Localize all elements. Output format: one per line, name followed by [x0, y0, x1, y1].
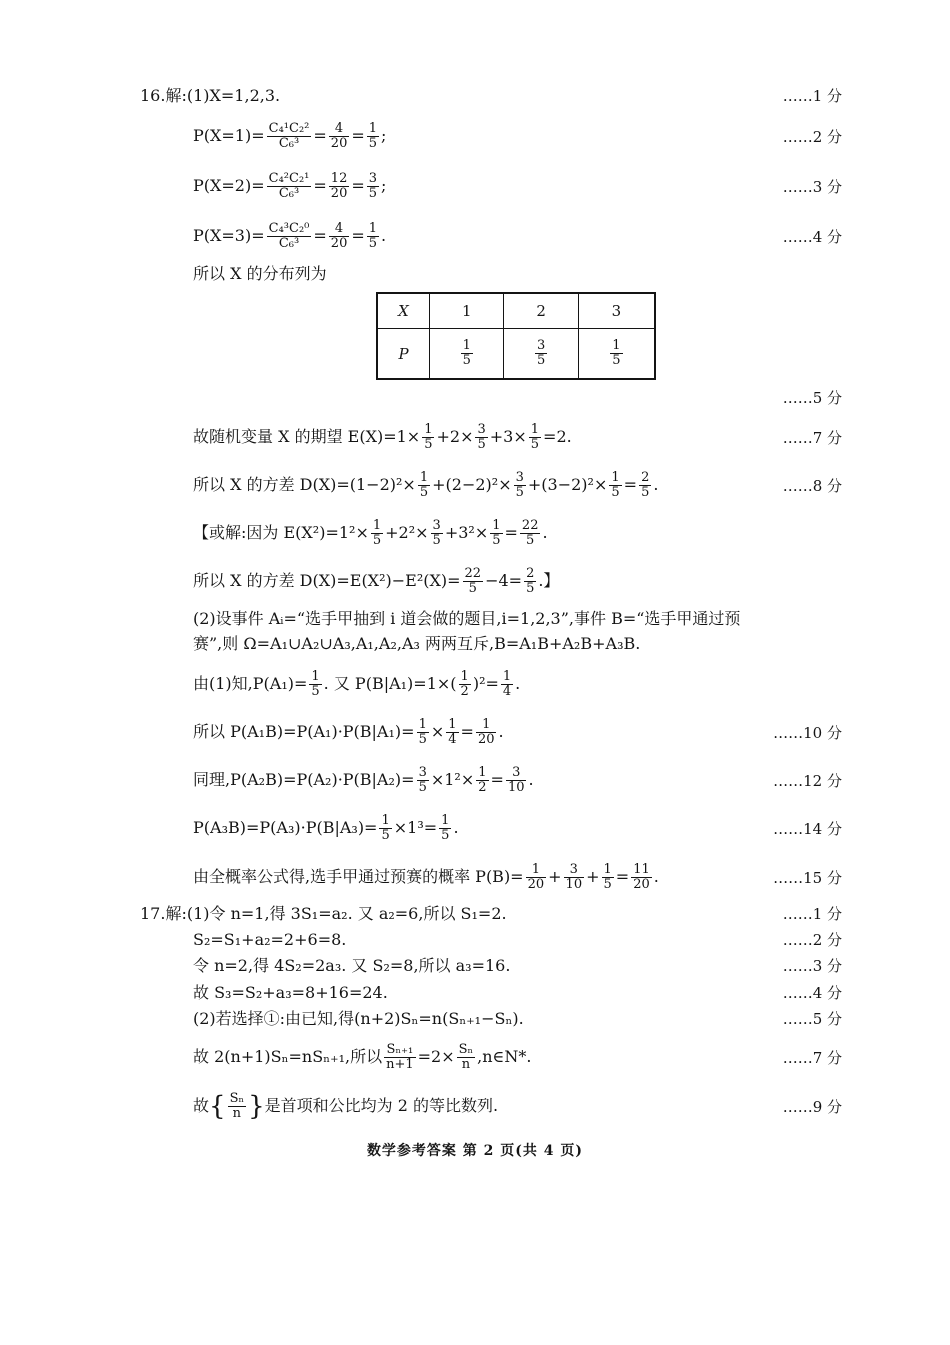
q16-alt-solution-2: 所以 X 的方差 D(X)=E(X²)−E²(X)= $\frac{22}{5}$ −4= $\frac{2}{5}$ .】 [193, 566, 560, 596]
score-q16-5: ……5 分 [782, 389, 842, 407]
q16-part2-line-2: 赛”,则 Ω=A₁∪A₂∪A₃,A₁,A₂,A₃ 两两互斥,B=A₁B+A₂B+A₃B. [193, 634, 641, 653]
table-header-p: P [377, 329, 430, 380]
page-footer: 数学参考答案 第 2 页(共 4 页) [366, 1143, 584, 1159]
score-q16-4: ……4 分 [782, 228, 842, 246]
score-q16-3: ……3 分 [782, 178, 842, 196]
table-header-x: X [377, 293, 430, 329]
q16-total-probability: 由全概率公式得,选手甲通过预赛的概率 P(B)= $\frac{1}{20}$ + $\frac{3}{10}$ + $\frac{1}{5}$ = $\frac{11}{20}$ . [193, 862, 659, 892]
table-row [377, 329, 655, 380]
q17-line-3: 令 n=2,得 4S₂=2a₃. 又 S₂=8,所以 a₃=16. [193, 956, 511, 975]
q16-alt-solution-1: 【或解:因为 E(X²)=1²× $\frac{1}{5}$ +2²× $\frac{3}{5}$ +3²× $\frac{1}{5}$ = $\frac{22}{5}$ . [193, 518, 548, 548]
q17-line-6: 故 2(n+1)Sₙ=nSₙ₊₁,所以 $\frac{\text{Sₙ₊₁}}{n+1}$ =2× $\frac{\text{Sₙ}}{n}$ ,n∈N*. [193, 1042, 532, 1072]
q16-part2-line-3: 由(1)知,P(A₁)= $\frac{1}{5}$ . 又 P(B|A₁)=1×( $\frac{1}{2}$ )²= $\frac{1}{4}$ . [193, 669, 521, 699]
score-q16-10: ……10 分 [773, 724, 842, 742]
score-q17-5: ……5 分 [782, 1010, 842, 1028]
q17-line-4: 故 S₃=S₂+a₃=8+16=24. [193, 983, 388, 1002]
score-q16-1: ……1 分 [782, 87, 842, 105]
score-q17-9: ……9 分 [782, 1098, 842, 1116]
q16-part2-line-1: (2)设事件 Aᵢ=“选手甲抽到 i 道会做的题目,i=1,2,3”,事件 B=“选手甲通过预 [193, 609, 741, 628]
q16-dist-intro: 所以 X 的分布列为 [193, 264, 327, 283]
score-q17-3: ……3 分 [782, 957, 842, 975]
q16-p-a2b: 同理,P(A₂B)=P(A₂)·P(B|A₂)= $\frac{3}{5}$ ×1²× $\frac{1}{2}$ = $\frac{3}{10}$ . [193, 765, 534, 795]
q17-line-2: S₂=S₁+a₂=2+6=8. [193, 930, 347, 949]
score-q17-1: ……1 分 [782, 905, 842, 923]
table-cell: $\frac{1}{5}$ [578, 329, 655, 380]
table-cell: 3 [578, 293, 655, 329]
q16-p-x1: P(X=1)= $\frac{\text{C₄¹C₂²}}{\text{C₆³}}$ = $\frac{4}{20}$ = $\frac{1}{5}$ ; [193, 121, 387, 151]
q16-line-1: 16.解:(1)X=1,2,3. [140, 86, 281, 105]
score-q16-7: ……7 分 [782, 429, 842, 447]
q16-expectation: 故随机变量 X 的期望 E(X)=1× $\frac{1}{5}$ +2× $\frac{3}{5}$ +3× $\frac{1}{5}$ =2. [193, 422, 572, 452]
score-q16-15: ……15 分 [773, 869, 842, 887]
score-q16-14: ……14 分 [773, 820, 842, 838]
q16-p-a3b: P(A₃B)=P(A₃)·P(B|A₃)= $\frac{1}{5}$ ×1³= $\frac{1}{5}$ . [193, 813, 459, 843]
table-cell: 2 [504, 293, 578, 329]
q17-line-5: (2)若选择①:由已知,得(n+2)Sₙ=n(Sₙ₊₁−Sₙ). [193, 1009, 524, 1028]
q17-line-1: 17.解:(1)令 n=1,得 3S₁=a₂. 又 a₂=6,所以 S₁=2. [140, 904, 507, 923]
distribution-table [376, 292, 656, 380]
q16-variance: 所以 X 的方差 D(X)=(1−2)²× $\frac{1}{5}$ +(2−2)²× $\frac{3}{5}$ +(3−2)²× $\frac{1}{5}$ = $\frac{2}{5}$ . [193, 470, 659, 500]
q17-line-7: 故{ $\frac{\text{Sₙ}}{n}$ }是首项和公比均为 2 的等比数列. [193, 1091, 499, 1122]
table-row [377, 293, 655, 329]
table-cell: 1 [430, 293, 504, 329]
score-q16-12: ……12 分 [773, 772, 842, 790]
score-q17-2: ……2 分 [782, 931, 842, 949]
score-q16-2: ……2 分 [782, 128, 842, 146]
score-q17-4: ……4 分 [782, 984, 842, 1002]
table-cell: $\frac{1}{5}$ [430, 329, 504, 380]
score-q16-8: ……8 分 [782, 477, 842, 495]
q16-p-a1b: 所以 P(A₁B)=P(A₁)·P(B|A₁)= $\frac{1}{5}$ × $\frac{1}{4}$ = $\frac{1}{20}$ . [193, 717, 504, 747]
q16-p-x2: P(X=2)= $\frac{\text{C₄²C₂¹}}{\text{C₆³}}$ = $\frac{12}{20}$ = $\frac{3}{5}$ ; [193, 171, 387, 201]
q16-p-x3: P(X=3)= $\frac{\text{C₄³C₂⁰}}{\text{C₆³}}$ = $\frac{4}{20}$ = $\frac{1}{5}$ . [193, 221, 387, 251]
table-cell: $\frac{3}{5}$ [504, 329, 578, 380]
score-q17-7: ……7 分 [782, 1049, 842, 1067]
